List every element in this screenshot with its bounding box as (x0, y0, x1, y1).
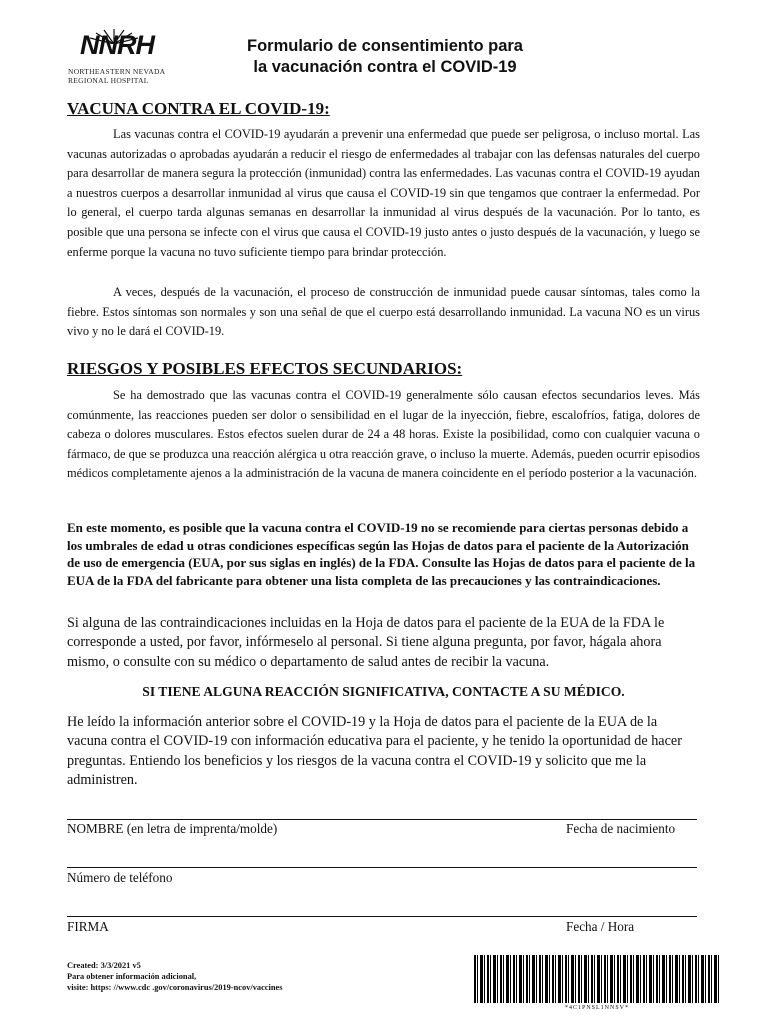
phone-field-label: Número de teléfono (67, 870, 173, 885)
dob-field-label: Fecha de nacimiento (566, 821, 676, 836)
footer-created: Created: 3/3/2021 v5 (67, 961, 141, 970)
signature-field-label: FIRMA (67, 919, 109, 934)
hospital-logo (66, 28, 176, 98)
contraindications-paragraph: Si alguna de las contraindicaciones incluidas en la Hoja de datos para el paciente de la EUA de la FDA le corresponde a usted, por favor, infórmeselo al personal. Si tiene alguna pregunta, por favor, hágala ahora mismo, o consulte con su médico o departamento de salud antes de recibir la vacuna. (67, 615, 665, 670)
datetime-field-label: Fecha / Hora (566, 919, 635, 934)
footer-visit: visite: https: //www.cdc .gov/coronavirus/2019-ncov/vaccines (67, 983, 283, 992)
bold-notice: En este momento, es posible que la vacuna contra el COVID-19 no se recomiende para ciertas personas debido a los umbrales de edad u otras condiciones específicas según las Hojas de datos para el paciente de la Autorización de uso de emergencia (EUA, por sus siglas en inglés) de la FDA. Consulte las Hojas de datos para el paciente de la EUA de la FDA del fabricante para obtener una lista completa de las precauciones y las contraindicaciones. (67, 520, 696, 588)
barcode-text: *4C1PNSL1NNSV* (564, 1005, 629, 1011)
consent-statement: He leído la información anterior sobre el COVID-19 y la Hoja de datos para el paciente de la EUA de la vacuna contra el COVID-19 con información educativa para el paciente, y he tenido la oportunidad de hacer preguntas. Entiendo los beneficios y los riesgos de la vacuna contra el COVID-19 y solicito que me la administren. (67, 714, 682, 789)
section-heading-risks: RIESGOS Y POSIBLES EFECTOS SECUNDARIOS: (67, 359, 463, 378)
signature-line[interactable] (67, 916, 697, 917)
risks-paragraph: Se ha demostrado que las vacunas contra el COVID-19 generalmente sólo causan efectos secundarios leves. Más comúnmente, las reacciones pueden ser dolor o sensibilidad en el lugar de la inyección, fiebre, escalofríos, fatiga, dolores de cabeza o dolores musculares. Estos efectos suelen durar de 24 a 48 horas. Existe la posibilidad, como con cualquier vacuna o fármaco, de que se produzca una reacción alérgica u otra reacción grave, o incluso la muerte. Además, pueden ocurrir episodios médicos completamente ajenos a la administración de la vacuna de manera coincidente en el período posterior a la vacunación. (67, 388, 700, 481)
barcode (474, 955, 720, 1011)
vaccine-paragraph-2: A veces, después de la vacunación, el proceso de construcción de inmunidad puede causar síntomas, tales como la fiebre. Estos síntomas son normales y son una señal de que el cuerpo está desarrollando inmunidad. La vacuna NO es un virus vivo y no le dará el COVID-19. (67, 285, 700, 339)
logo-subtitle: NORTHEASTERN NEVADA REGIONAL HOSPITAL (68, 67, 166, 85)
footer-info (67, 960, 283, 993)
form-title: Formulario de consentimiento para la vacunación contra el COVID-19 (247, 37, 523, 76)
vaccine-paragraph-1: Las vacunas contra el COVID-19 ayudarán a prevenir una enfermedad que puede ser peligrosa, o incluso mortal. Las vacunas autorizadas o aprobadas ayudarán a reducir el riesgo de enfermedades al trabajar con las defensas naturales del cuerpo para desarrollar de manera segura la protección (inmunidad) contra las enfermedades. Las vacunas contra el COVID-19 ayudan a nuestros cuerpos a desarrollar inmunidad al virus que causa el COVID-19 sin que tengamos que contraer la enfermedad. Por lo general, el cuerpo tarda algunas semanas en desarrollar la inmunidad al virus después de la vacunación. Por lo tanto, es posible que una persona se infecte con el virus que causa el COVID-19 justo antes o justo después de la vacunación, y luego se enferme porque la vacuna no tuvo suficiente tiempo para brindar protección. (67, 127, 700, 259)
logo-wordmark: NNRH (80, 30, 154, 60)
footer-more-info: Para obtener información adicional, (67, 972, 197, 981)
name-field-label: NOMBRE (en letra de imprenta/molde) (67, 821, 278, 836)
phone-line[interactable] (67, 867, 697, 868)
reaction-warning: SI TIENE ALGUNA REACCIÓN SIGNIFICATIVA, CONTACTE A SU MÉDICO. (142, 684, 625, 699)
barcode-bars (474, 955, 720, 1003)
section-heading-vaccine: VACUNA CONTRA EL COVID-19: (67, 99, 330, 118)
name-signature-line[interactable] (67, 819, 697, 820)
